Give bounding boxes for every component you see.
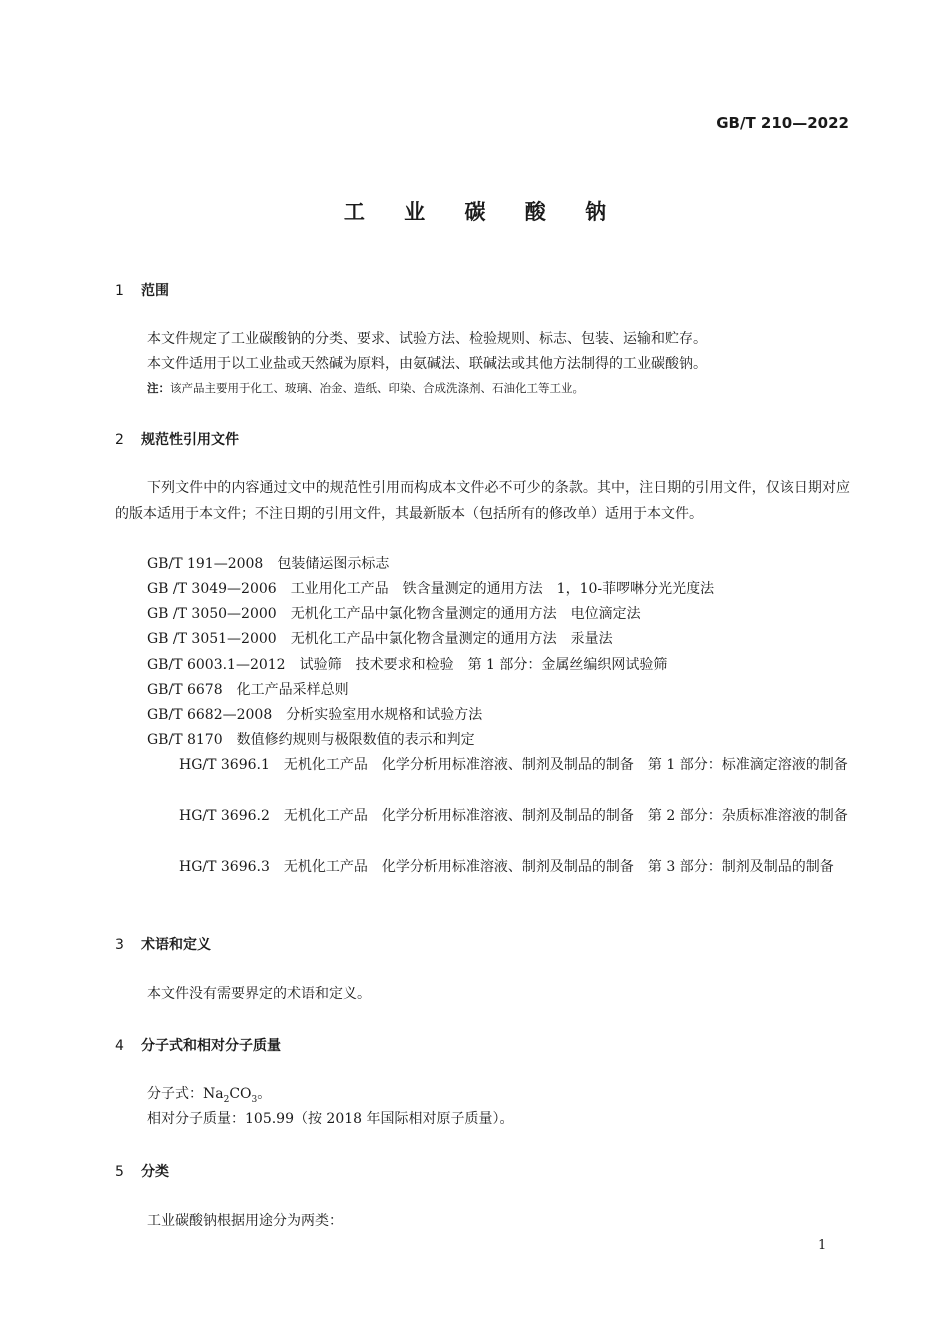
reference-code: GB/T 6003.1—2012 (147, 657, 286, 673)
reference-title: 无机化工产品 化学分析用标准溶液、制剂及制品的制备 第 3 部分：制剂及制品的制备 (283, 859, 834, 875)
reference-item (147, 577, 882, 603)
section-number: 3 (115, 937, 124, 953)
relative-molecular-mass: 相对分子质量：105.99（按 2018 年国际相对原子质量）。 (147, 1111, 514, 1127)
reference-item (147, 627, 882, 653)
section-number: 4 (115, 1038, 124, 1054)
reference-item (147, 602, 882, 628)
section-1-paragraph-2: 本文件适用于以工业盐或天然碱为原料，由氨碱法、联碱法或其他方法制得的工业碳酸钠。 (147, 356, 707, 372)
section-4-heading (115, 1035, 281, 1055)
reference-title: 试验筛 技术要求和检验 第 1 部分：金属丝编织网试验筛 (299, 657, 668, 673)
reference-item (115, 753, 850, 779)
reference-code: GB/T 8170 (147, 732, 223, 748)
section-number: 2 (115, 432, 124, 448)
reference-title: 数值修约规则与极限数值的表示和判定 (236, 732, 475, 748)
reference-item (115, 804, 850, 830)
reference-code: GB/T 6682—2008 (147, 707, 273, 723)
formula-co: CO (229, 1086, 252, 1102)
section-1-note (147, 380, 584, 396)
standard-code: GB/T 210—2022 (716, 114, 849, 132)
reference-item (147, 552, 882, 578)
document-title: 工 业 碳 酸 钠 (343, 200, 623, 224)
note-label: 注： (147, 381, 170, 395)
reference-title: 无机化工产品中氯化物含量测定的通用方法 汞量法 (290, 631, 613, 647)
reference-item (147, 653, 882, 679)
formula-end: 。 (257, 1086, 272, 1102)
reference-code: HG/T 3696.2 (179, 808, 270, 824)
reference-item (115, 855, 850, 881)
reference-item (147, 678, 882, 704)
section-1-paragraph-1: 本文件规定了工业碳酸钠的分类、要求、试验方法、检验规则、标志、包装、运输和贮存。 (147, 331, 707, 347)
reference-item (147, 728, 882, 754)
formula-na: Na (203, 1086, 224, 1102)
section-5-paragraph: 工业碳酸钠根据用途分为两类： (147, 1213, 343, 1229)
formula-co-subscript: 3 (251, 1094, 258, 1105)
section-3-paragraph: 本文件没有需要界定的术语和定义。 (147, 986, 371, 1002)
reference-title: 分析实验室用水规格和试验方法 (286, 707, 483, 723)
reference-title: 无机化工产品 化学分析用标准溶液、制剂及制品的制备 第 1 部分：标准滴定溶液的制备 (283, 757, 848, 773)
reference-code: GB /T 3050—2000 (147, 606, 277, 622)
formula-label: 分子式： (147, 1086, 203, 1102)
section-title: 术语和定义 (141, 937, 211, 953)
reference-code: GB/T 191—2008 (147, 556, 264, 572)
section-number: 1 (115, 283, 124, 299)
reference-title: 工业用化工产品 铁含量测定的通用方法 1，10-菲啰啉分光光度法 (290, 581, 715, 597)
formula-na-subscript: 2 (223, 1094, 230, 1105)
section-2-intro: 下列文件中的内容通过文中的规范性引用而构成本文件必不可少的条款。其中，注日期的引用文件，仅该日期对应的版本适用于本文件；不注日期的引用文件，其最新版本（包括所有的修改单）适用于本文件。 (115, 480, 850, 522)
reference-title: 无机化工产品 化学分析用标准溶液、制剂及制品的制备 第 2 部分：杂质标准溶液的制备 (283, 808, 848, 824)
reference-code: HG/T 3696.3 (179, 859, 270, 875)
note-text: 该产品主要用于化工、玻璃、冶金、造纸、印染、合成洗涤剂、石油化工等工业。 (170, 381, 584, 395)
reference-code: GB /T 3049—2006 (147, 581, 277, 597)
reference-code: HG/T 3696.1 (179, 757, 270, 773)
reference-code: GB/T 6678 (147, 682, 223, 698)
section-2-heading (115, 429, 239, 449)
reference-title: 无机化工产品中氯化物含量测定的通用方法 电位滴定法 (290, 606, 641, 622)
section-number: 5 (115, 1164, 124, 1180)
reference-code: GB /T 3051—2000 (147, 631, 277, 647)
reference-title: 包装储运图示标志 (277, 556, 390, 572)
section-title: 规范性引用文件 (141, 432, 239, 448)
section-5-heading (115, 1161, 169, 1181)
section-1-heading (115, 280, 169, 300)
section-title: 范围 (141, 283, 169, 299)
section-3-heading (115, 934, 211, 954)
reference-title: 化工产品采样总则 (236, 682, 349, 698)
section-title: 分子式和相对分子质量 (141, 1038, 281, 1054)
page-number: 1 (818, 1238, 827, 1253)
reference-item (147, 703, 882, 729)
section-title: 分类 (141, 1164, 169, 1180)
